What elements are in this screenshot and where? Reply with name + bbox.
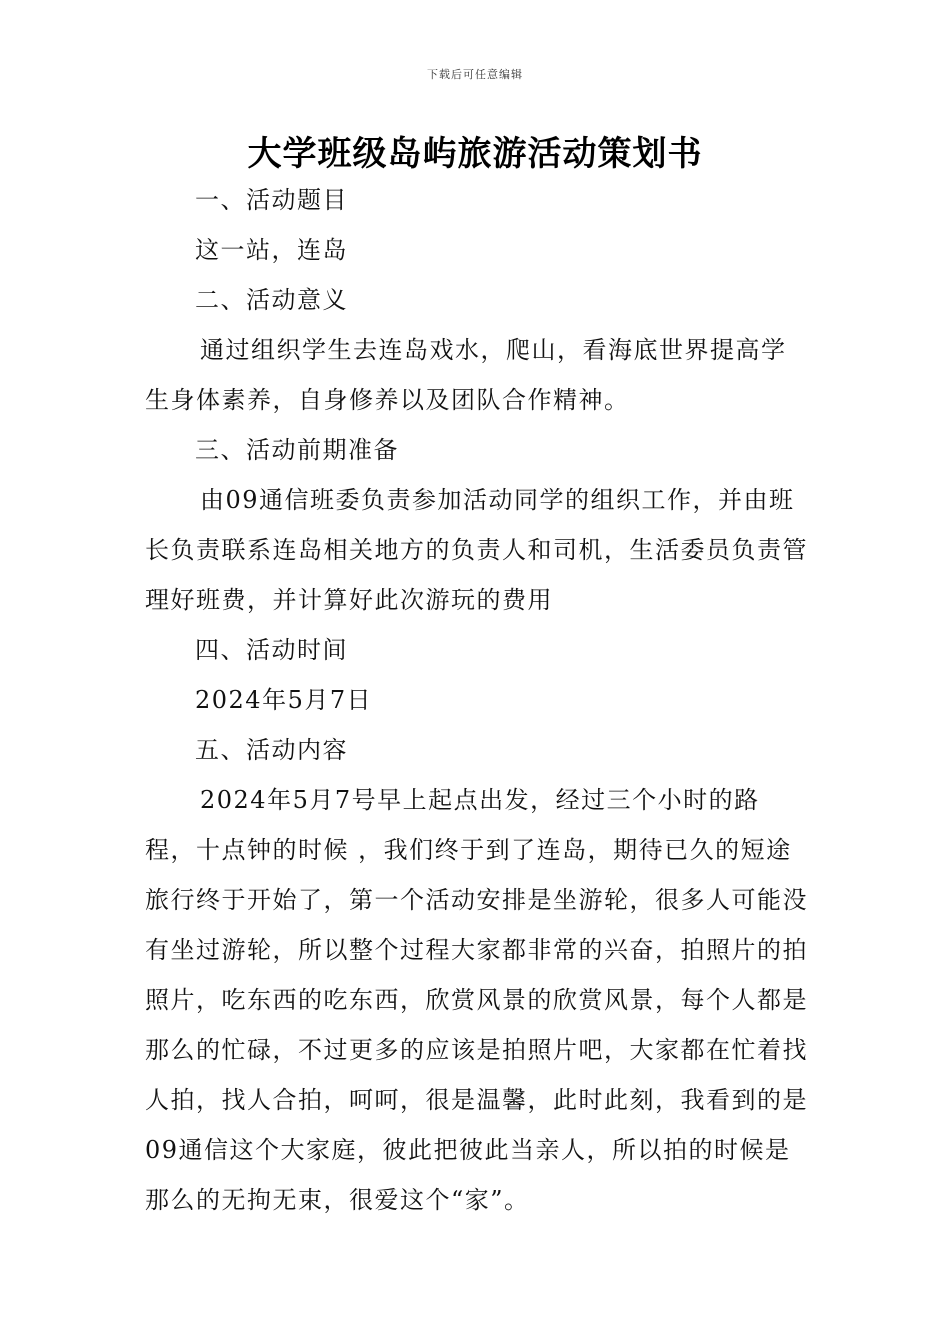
document-body bbox=[145, 175, 810, 1225]
document-title: 大学班级岛屿旅游活动策划书 bbox=[247, 134, 703, 174]
section-4-heading: 四、活动时间 bbox=[195, 636, 348, 664]
section-5-text: 2024年5月7号早上起点出发，经过三个小时的路程，十点钟的时候 ，我们终于到了连岛，期待已久的短途旅行终于开始了，第一个活动安排是坐游轮，很多人可能没有坐过游轮，所以整个过程大家都非常的兴奋，拍照片的拍照片，吃东西的吃东西，欣赏风景的欣赏风景，每个人都是那么的忙碌，不过更多的应该是拍照片吧，大家都在忙着找人拍，找人合拍，呵呵，很是温馨，此时此刻，我看到的是09通信这个大家庭，彼此把彼此当亲人，所以拍的时候是那么的无拘无束，很爱这个“家”。 bbox=[145, 786, 808, 1214]
section-2-text: 通过组织学生去连岛戏水，爬山，看海底世界提高学生身体素养，自身修养以及团队合作精神。 bbox=[145, 336, 787, 414]
section-1-heading: 一、活动题目 bbox=[195, 186, 348, 214]
section-2-heading: 二、活动意义 bbox=[195, 286, 348, 314]
header-note: 下载后可任意编辑 bbox=[427, 68, 523, 81]
section-3-text: 由09通信班委负责参加活动同学的组织工作，并由班长负责联系连岛相关地方的负责人和司机，生活委员负责管理好班费，并计算好此次游玩的费用 bbox=[145, 486, 808, 614]
section-5-heading: 五、活动内容 bbox=[195, 736, 348, 764]
section-3-heading: 三、活动前期准备 bbox=[195, 436, 399, 464]
section-1-text: 这一站，连岛 bbox=[195, 236, 348, 264]
section-4-text: 2024年5月7日 bbox=[195, 686, 373, 714]
